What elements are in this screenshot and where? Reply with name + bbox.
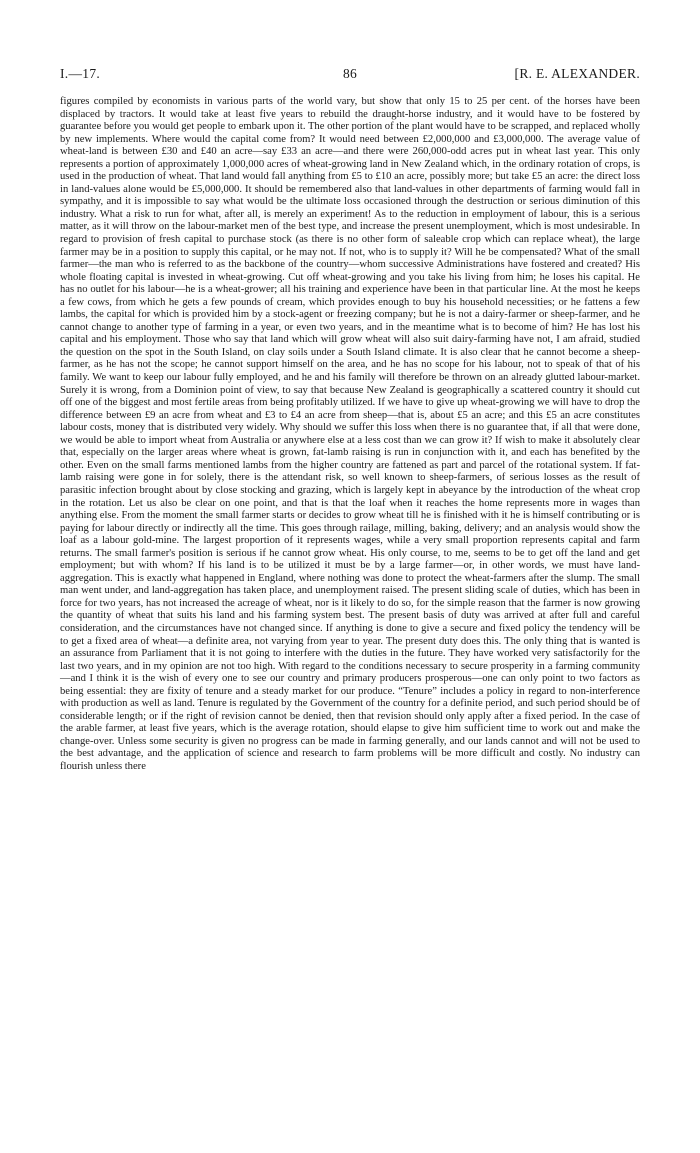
speaker-name: [R. E. ALEXANDER. bbox=[514, 66, 640, 81]
body-text bbox=[60, 96, 640, 774]
paper-reference: I.—17. bbox=[60, 66, 101, 81]
page-number: 86 bbox=[342, 66, 358, 81]
body-paragraph: figures compiled by economists in various parts of the world vary, but show that only 15 to 25 per cent. of the horses have been displaced by tractors. It would take at least five years to rebuild the draught-horse industry, and it would have to be fostered by guarantee before you would get people to embark upon it. The other portion of the plant would have to be scrapped, and replaced wholly by new implements. Where would the capital come from? It would need between £2,000,000 and £3,000,000. The average value of wheat-land is between £30 and £40 an acre—say £33 an acre—and there were 260,000-odd acres put in wheat last year. This only represents a portion of approximately 1,000,000 acres of wheat-growing land in New Zealand which, in the ordinary rotation of crops, is used in the production of wheat. That land would fall anything from £5 to £10 an acre, possibly more; but take £5 an acre: the direct loss in land-values alone would be £5,000,000. It should be remembered also that land-values in other departments of farming would fall in sympathy, and it is impossible to say what would be the ultimate loss occasioned through the destruction or serious diminution of this industry. What a risk to run for what, after all, is merely an experiment! As to the reduction in employment of labour, this is a serious matter, as it will throw on the labour-market men of the best type, and increase the present unemployment, which is most undesirable. In regard to provision of fresh capital to purchase stock (as there is no other form of saleable crop which can replace wheat), the large farmer may be in a position to supply this capital, or he may not. If not, who is to supply it? Will he be compensated? What of the small farmer—the man who is referred to as the backbone of the country—whom successive Administrations have fostered and created? His whole floating capital is invested in wheat-growing. Cut off wheat-growing and you take his living from him; he loses his capital. He has no outlet for his labour—he is a wheat-grower; all his training and experience have been in that particular line. At the most he keeps a few cows, from which he gets a few pounds of cream, which provides enough to buy his household necessities; or he fattens a few lambs, the capital for which is provided him by a stock-agent or freezing company; but he is not a dairy-farmer or sheep-farmer, and he cannot change to another type of farming in a year, or even two years, and in the meantime what is to become of him? He has lost his capital and his employment. Those who say that land which will grow wheat will also suit dairy-farming have not, I am afraid, studied the question on the spot in the South Island, on clay soils under a South Island climate. It is also clear that he cannot become a sheep-farmer, as he has not the scope; he cannot support himself on the area, and he has no scope for his labour, not to speak of that of his family. We want to keep our labour fully employed, and he and his family will therefore be thrown on an already glutted labour-market. Surely it is wrong, from a Dominion point of view, to say that because New Zealand is geographically a scattered country it should cut off one of the biggest and most fertile areas from being profitably utilized. If we have to give up wheat-growing we will have to drop the difference between £9 an acre from wheat and £3 to £4 an acre from sheep—that is, about £5 an acre; and this £5 an acre constitutes labour costs, money that is distributed very widely. Why should we suffer this loss when there is no guarantee that, if all that were done, we would be able to import wheat from Australia or anywhere else at a less cost than we can grow it? If wish to make it absolutely clear that, especially on the larger areas where wheat is grown, fat-lamb raising is run in conjunction with it, and each has benefited by the other. Even on the small farms mentioned lambs from the higher country are fattened as part and parcel of the rotational system. If fat-lamb raising were gone in for solely, there is the attendant risk, so well known to sheep-farmers, of serious losses as the result of parasitic infection brought about by close stocking and grazing, which is largely kept in abeyance by the introduction of the wheat crop in the rotation. Let us also be clear on one point, and that is that the loaf when it reaches the home represents more in wages than anything else. From the moment the small farmer starts or decides to grow wheat till he is finished with it he is himself contributing or is paying for labour directly or indirectly all the time. This goes through railage, milling, baking, delivery; and an analysis would show the loaf as a labour gold-mine. The largest proportion of it represents wages, while a very small proportion represents capital and farm returns. The small farmer's position is serious if he cannot grow wheat. His only course, to me, seems to be to get off the land and get employment; but with whom? If his land is to be utilized it must be by a large farmer—or, in other words, we must have land-aggregation. This is exactly what happened in England, where nothing was done to protect the wheat-farmers after the slump. The small man went under, and land-aggregation has taken place, and unemployment raised. The present sliding scale of duties, which has been in force for two years, has not increased the acreage of wheat, nor is it likely to do so, for the simple reason that the farmer is now growing the quantity of wheat that suits his land and his farming system best. The present basis of duty was arrived at after full and careful consideration, and the circumstances have not changed since. If anything is done to give a secure and fixed policy the tendency will be to get a fixed area of wheat—a definite area, not varying from year to year. The present duty does this. The only thing that is wanted is an assurance from Parliament that it is not going to interfere with the duties in the future. They have worked very satisfactorily for the last two years, and in my opinion are not too high. With regard to the conditions necessary to secure prosperity in a farming community—and I think it is the wish of every one to see our country and primary producers prosperous—one can only point to two factors as being essential: they are fixity of tenure and a steady market for our produce. “Tenure” includes a policy in regard to non-interference with production as well as land. Tenure is regulated by the Government of the country for a definite period, and such period should be of considerable length; or if the right of revision cannot be denied, then that revision should only apply after a fixed period. In the case of the arable farmer, at least five years, which is the average rotation, should elapse to give him sufficient time to work out and make the change-over. Unless some security is given no progress can be made in farming generally, and our lands cannot and will not be used to the best advantage, and the application of science and research to farm problems will be more difficult and costly. No industry can flourish unless there bbox=[60, 96, 640, 772]
page-header bbox=[60, 66, 640, 86]
